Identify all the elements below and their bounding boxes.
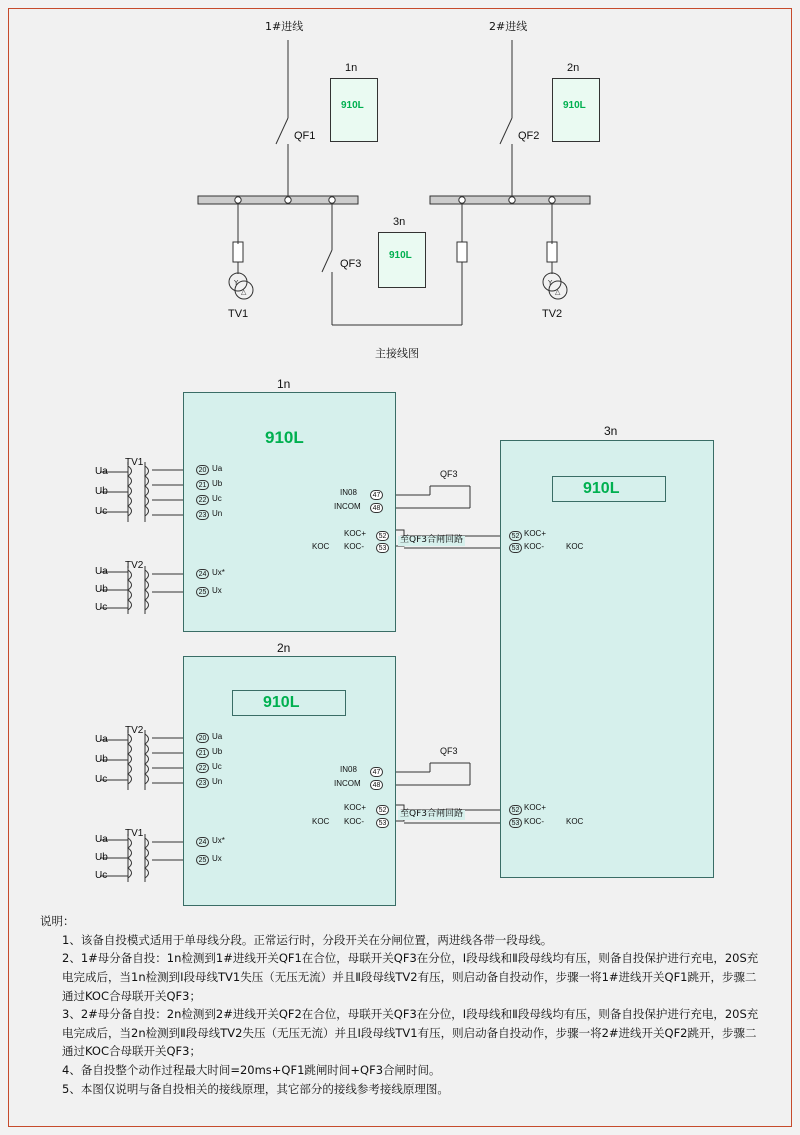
terminal-3n-52-bottom: 52 — [509, 805, 522, 815]
terminal-21: 21 — [196, 480, 209, 490]
panel-2n-qf3-aux-label: QF3 — [440, 746, 458, 756]
svg-text:△: △ — [555, 288, 561, 296]
terminal-2n-25-name: Ux — [212, 854, 222, 863]
terminal-2n-21-name: Ub — [212, 747, 223, 756]
note-item-1: 1、该备自投模式适用于单母线分段。正常运行时，分段开关在分闸位置，两进线各带一段母线。 — [62, 932, 553, 947]
panel-1n-in08-name: IN08 — [340, 488, 357, 497]
panel-2n-kocp-name: KOC+ — [344, 803, 367, 812]
panel-2n-ux-uc: Uc — [95, 870, 108, 881]
panel-2n-link-text: 至QF3合闸回路 — [400, 809, 463, 819]
terminal-21-name: Ub — [212, 479, 223, 488]
notes-title: 说明： — [40, 914, 75, 928]
terminal-2n-23: 23 — [196, 778, 209, 788]
panel-1n-ux-uc: Uc — [95, 602, 108, 613]
panel-1n-incom-name: INCOM — [334, 502, 361, 511]
breaker-qf1-label: QF1 — [294, 130, 316, 142]
panel-3n-koc-tag-bottom: KOC — [566, 817, 584, 826]
incoming-1-label: 1#进线 — [265, 20, 304, 33]
terminal-3n-53-top: 53 — [509, 543, 522, 553]
breaker-qf2-label: QF2 — [518, 130, 540, 142]
panel-1n-link-text: 至QF3合闸回路 — [400, 535, 463, 545]
terminal-2n-23-name: Un — [212, 777, 223, 786]
terminal-3n-kocp-top: KOC+ — [524, 529, 547, 538]
panel-3n-model: 910L — [583, 480, 620, 497]
panel-2n-uc: Uc — [95, 774, 108, 785]
panel-1n-ua: Ua — [95, 466, 108, 477]
panel-2n-ua: Ua — [95, 734, 108, 745]
terminal-23: 23 — [196, 510, 209, 520]
panel-2n-tv2-label: TV2 — [125, 725, 144, 736]
terminal-3n-kocp-bottom: KOC+ — [524, 803, 547, 812]
terminal-2n-52: 52 — [376, 805, 389, 815]
svg-text:Y: Y — [234, 279, 239, 287]
panel-2n-ux-ua: Ua — [95, 834, 108, 845]
panel-1n-model: 910L — [265, 428, 304, 447]
terminal-2n-47: 47 — [370, 767, 383, 777]
terminal-24: 24 — [196, 569, 209, 579]
panel-2n-koc-tag: KOC — [312, 817, 330, 826]
panel-2n-model: 910L — [263, 694, 300, 711]
panel-1n-ux-ub: Ub — [95, 584, 108, 595]
panel-1n-kocp-name: KOC+ — [344, 529, 367, 538]
terminal-2n-53: 53 — [376, 818, 389, 828]
panel-1n-uc: Uc — [95, 506, 108, 517]
panel-1n-koc-tag: KOC — [312, 542, 330, 551]
terminal-3n-kocn-top: KOC- — [524, 542, 544, 551]
terminal-47: 47 — [370, 490, 383, 500]
terminal-48: 48 — [370, 503, 383, 513]
terminal-2n-21: 21 — [196, 748, 209, 758]
panel-2n-tv1-label: TV1 — [125, 828, 144, 839]
terminal-25-name: Ux — [212, 586, 222, 595]
panel-1n-ux-ua: Ua — [95, 566, 108, 577]
panel-2n-ux-ub: Ub — [95, 852, 108, 863]
breaker-qf3-label: QF3 — [340, 258, 362, 270]
panel-1n-ub: Ub — [95, 486, 108, 497]
pt-tv1-label: TV1 — [228, 308, 249, 320]
panel-2n-in08-name: IN08 — [340, 765, 357, 774]
panel-1n-kocn-name: KOC- — [344, 542, 364, 551]
terminal-2n-20-name: Ua — [212, 732, 223, 741]
svg-text:△: △ — [241, 288, 247, 296]
panel-3n-tag: 3n — [604, 424, 618, 438]
note-item-2: 2、1#母分备自投：1n检测到1#进线开关QF1在合位，母联开关QF3在分位，Ⅰ段母线和Ⅱ段母线均有压，则备自投保护进行充电，20S充电完成后，当1n检测到Ⅰ段母线TV1失压（无压无流）并且Ⅱ段母线TV2有压，则启动备自投动作，步骤一将1#进线开关QF1跳开，步骤二通过KOC合母联开关QF3； — [62, 951, 759, 1003]
device-1n-tag: 1n — [345, 62, 358, 74]
panel-1n-qf3-aux-label: QF3 — [440, 469, 458, 479]
incoming-2-label: 2#进线 — [489, 20, 528, 33]
terminal-2n-48: 48 — [370, 780, 383, 790]
terminal-25: 25 — [196, 587, 209, 597]
terminal-23-name: Un — [212, 509, 223, 518]
panel-1n-tag: 1n — [277, 377, 291, 391]
pt-tv2-label: TV2 — [542, 308, 563, 320]
panel-1n-tv1-label: TV1 — [125, 457, 144, 468]
panel-2n-kocn-name: KOC- — [344, 817, 364, 826]
terminal-2n-20: 20 — [196, 733, 209, 743]
terminal-3n-kocn-bottom: KOC- — [524, 817, 544, 826]
panel-3n-koc-tag-top: KOC — [566, 542, 584, 551]
panel-2n-ub: Ub — [95, 754, 108, 765]
terminal-2n-24-name: Ux* — [212, 836, 225, 845]
main-diagram-title: 主接线图 — [375, 347, 419, 360]
terminal-20-name: Ua — [212, 464, 223, 473]
terminal-22: 22 — [196, 495, 209, 505]
device-2n-tag: 2n — [567, 62, 580, 74]
device-2n-model: 910L — [563, 100, 586, 111]
note-item-3: 3、2#母分备自投：2n检测到2#进线开关QF2在合位，母联开关QF3在分位，Ⅰ段母线和Ⅱ段母线均有压，则备自投保护进行充电，20S充电完成后，当2n检测到Ⅱ段母线TV2失压（无压无流）并且Ⅰ段母线TV1有压，则启动备自投动作，步骤一将2#进线开关QF2跳开，步骤二通过KOC合母联开关QF3； — [62, 1007, 759, 1059]
terminal-24-name: Ux* — [212, 568, 225, 577]
device-3n-tag: 3n — [393, 216, 406, 228]
terminal-2n-24: 24 — [196, 837, 209, 847]
terminal-52: 52 — [376, 531, 389, 541]
terminal-2n-25: 25 — [196, 855, 209, 865]
note-item-5: 5、本图仅说明与备自投相关的接线原理，其它部分的接线参考接线原理图。 — [62, 1081, 449, 1096]
terminal-2n-22: 22 — [196, 763, 209, 773]
terminal-3n-53-bottom: 53 — [509, 818, 522, 828]
panel-2n-tag: 2n — [277, 641, 291, 655]
note-item-4: 4、备自投整个动作过程最大时间=20ms+QF1跳闸时间+QF3合闸时间。 — [62, 1063, 441, 1077]
terminal-20: 20 — [196, 465, 209, 475]
panel-2n-incom-name: INCOM — [334, 779, 361, 788]
device-1n-model: 910L — [341, 100, 364, 111]
terminal-22-name: Uc — [212, 494, 222, 503]
device-3n-model: 910L — [389, 250, 412, 261]
notes-block — [40, 912, 760, 1098]
terminal-2n-22-name: Uc — [212, 762, 222, 771]
terminal-3n-52-top: 52 — [509, 531, 522, 541]
svg-text:Y: Y — [548, 279, 553, 287]
panel-1n-tv2-label: TV2 — [125, 560, 144, 571]
terminal-53: 53 — [376, 543, 389, 553]
